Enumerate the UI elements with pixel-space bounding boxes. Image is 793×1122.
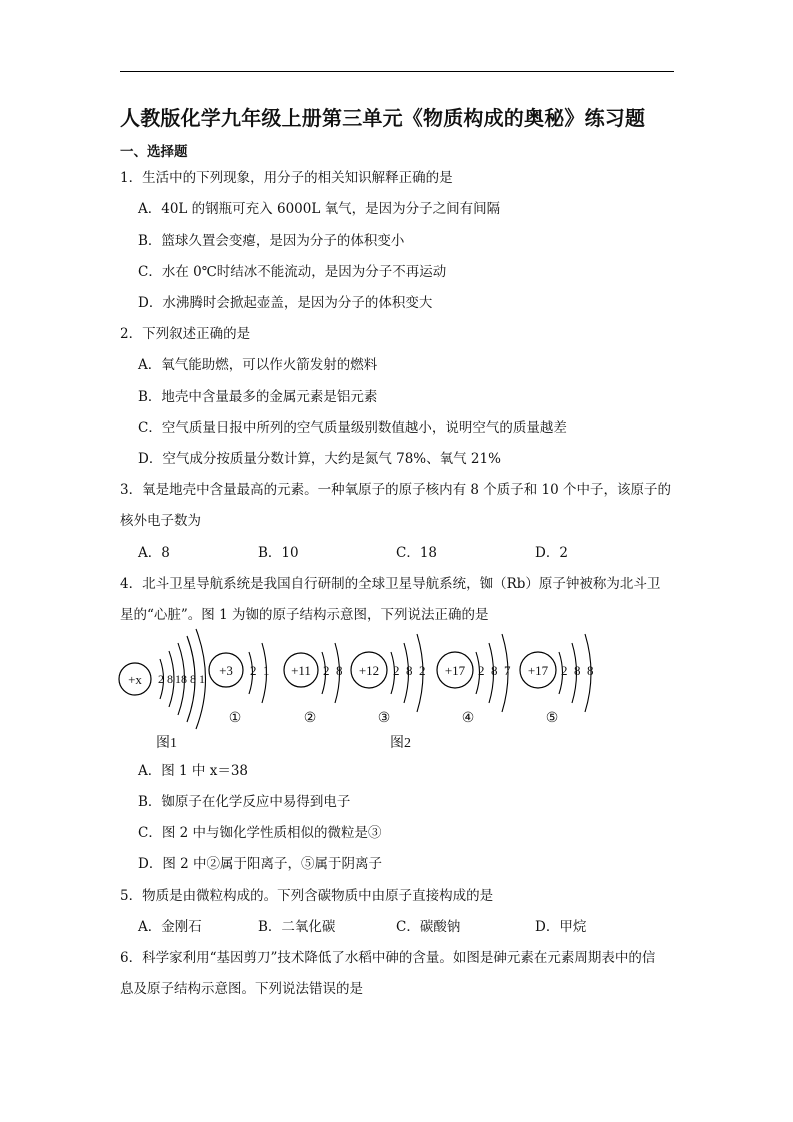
question-1-stem: 1．生活中的下列现象，用分子的相关知识解释正确的是 [120,170,453,186]
question-5-option-d: D．甲烷 [535,919,587,935]
particle-4-label: ④ [461,711,475,726]
particle-3-nucleus: +12 [358,663,380,678]
particle-1-shell-2: 1 [263,663,270,678]
question-4-option-d: D．图 2 中②属于阳离子，⑤属于阴离子 [138,856,382,872]
particle-4-shell-3: 7 [504,663,511,678]
figure-1-shell-1: 2 [158,672,164,686]
particle-5-shell-2: 8 [574,663,581,678]
particle-5-shell-3: 8 [587,663,594,678]
figure-2-particle-1 [209,643,270,726]
particle-3-label: ③ [377,711,391,726]
particle-3-shell-3: 2 [419,663,426,678]
particle-5-shell-1: 2 [561,663,568,678]
header-rule [120,71,674,72]
particle-2-label: ② [303,711,317,726]
figure-2-caption: 图2 [390,736,411,751]
question-4-option-a: A．图 1 中 x＝38 [138,763,249,779]
figure-2-particle-2 [284,643,343,726]
particle-1-shell-1: 2 [250,663,257,678]
question-2-option-d: D．空气成分按质量分数计算，大约是氮气 78%、氧气 21% [138,451,501,467]
atomic-structure-figure [118,628,618,754]
section-heading: 一、选择题 [120,144,188,160]
question-3-stem-line-2: 核外电子数为 [120,513,201,529]
question-5-stem: 5．物质是由微粒构成的。下列含碳物质中由原子直接构成的是 [120,888,494,904]
figure-2-particle-4 [437,634,511,726]
question-3-option-d: D．2 [535,545,568,561]
page-title: 人教版化学九年级上册第三单元《物质构成的奥秘》练习题 [120,106,646,130]
question-1-option-b: B．篮球久置会变瘪，是因为分子的体积变小 [138,233,405,249]
question-4-option-b: B．铷原子在化学反应中易得到电子 [138,794,351,810]
particle-1-nucleus: +3 [219,663,233,678]
question-2-option-c: C．空气质量日报中所列的空气质量级别数值越小，说明空气的质量越差 [138,420,567,436]
question-1-option-a: A．40L 的钢瓶可充入 6000L 氧气，是因为分子之间有间隔 [138,201,501,217]
figure-1-shell-5: 1 [199,672,205,686]
question-1-option-d: D．水沸腾时会掀起壶盖，是因为分子的体积变大 [138,295,433,311]
question-3-option-b: B．10 [258,545,299,561]
question-1-option-c: C．水在 0℃时结冰不能流动，是因为分子不再运动 [138,264,447,280]
particle-4-nucleus: +17 [444,663,466,678]
question-5-option-b: B．二氧化碳 [258,919,336,935]
question-4-stem-line-2: 星的“心脏”。图 1 为铷的原子结构示意图，下列说法正确的是 [120,607,489,623]
particle-4-shell-1: 2 [478,663,485,678]
particle-3-shell-1: 2 [393,663,400,678]
figure-2-particle-5 [520,634,594,726]
question-2-option-a: A．氧气能助燃，可以作火箭发射的燃料 [138,357,378,373]
question-4-option-c: C．图 2 中与铷化学性质相似的微粒是③ [138,825,382,841]
question-3-option-a: A．8 [138,545,170,561]
particle-2-nucleus: +11 [291,663,311,678]
figure-1-shell-4: 8 [190,672,196,686]
figure-2-particle-3 [351,634,426,726]
particle-4-shell-2: 8 [491,663,498,678]
question-4-stem-line-1: 4．北斗卫星导航系统是我国自行研制的全球卫星导航系统，铷（Rb）原子钟被称为北斗卫 [120,576,661,592]
particle-1-label: ① [228,711,242,726]
question-3-stem-line-1: 3．氧是地壳中含量最高的元素。一种氧原子的原子核内有 8 个质子和 10 个中子，该原子的 [120,482,672,498]
particle-2-shell-1: 2 [323,663,330,678]
question-2-option-b: B．地壳中含量最多的金属元素是铝元素 [138,389,378,405]
question-6-stem-line-1: 6．科学家利用“基因剪刀”技术降低了水稻中砷的含量。如图是砷元素在元素周期表中的信 [120,950,656,966]
particle-3-shell-2: 8 [406,663,413,678]
particle-5-label: ⑤ [545,711,559,726]
figure-1-shell-2: 8 [167,672,173,686]
question-5-option-c: C．碳酸钠 [396,919,461,935]
particle-2-shell-2: 8 [336,663,343,678]
question-5-option-a: A．金刚石 [138,919,202,935]
figure-1-nucleus: +x [128,672,142,687]
figure-1-shell-3: 18 [175,672,187,686]
question-2-stem: 2．下列叙述正确的是 [120,326,251,342]
figure-1-caption: 图1 [156,736,177,751]
figure-1-rubidium-atom [119,629,206,751]
particle-5-nucleus: +17 [527,663,549,678]
question-6-stem-line-2: 息及原子结构示意图。下列说法错误的是 [120,981,363,997]
question-3-option-c: C．18 [396,545,438,561]
